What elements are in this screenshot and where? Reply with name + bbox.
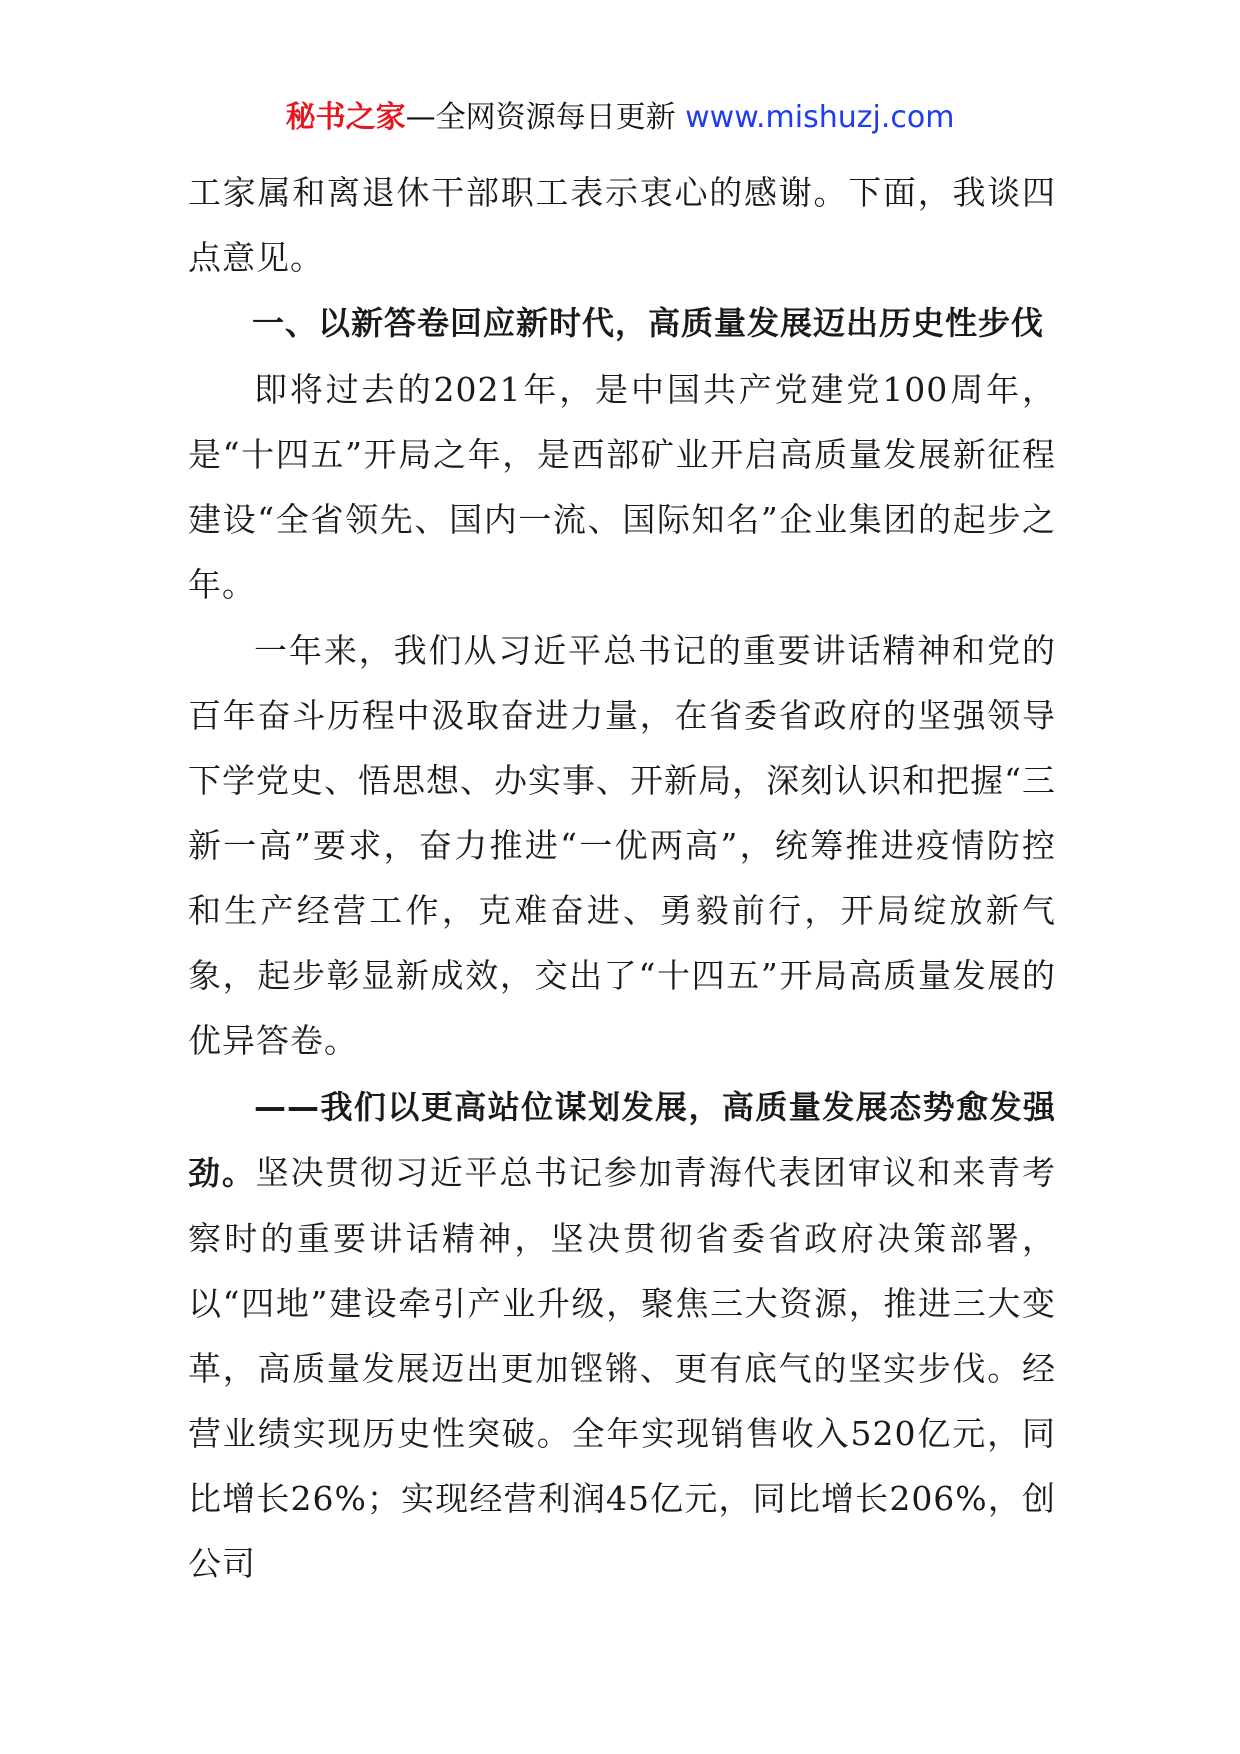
paragraph-lead: ——我们以更高站位谋划发展，高质量发展态势愈发强劲。 <box>188 1088 1056 1192</box>
brand-name: 秘书之家 <box>285 100 406 135</box>
header-tagline: —全网资源每日更新 <box>405 100 676 135</box>
document-body <box>188 160 1056 1596</box>
paragraph: 即将过去的2021年，是中国共产党建党100周年，是“十四五”开局之年，是西部矿业开启高质量发展新征程建设“全省领先、国内一流、国际知名”企业集团的起步之年。 <box>188 370 1056 604</box>
paragraph <box>188 1074 1056 1596</box>
paragraph: 一年来，我们从习近平总书记的重要讲话精神和党的百年奋斗历程中汲取奋进力量，在省委省政府的坚强领导下学党史、悟思想、办实事、开新局，深刻认识和把握“三新一高”要求，奋力推进“一优两高”，统筹推进疫情防控和生产经营工作，克难奋进、勇毅前行，开局绽放新气象，起步彰显新成效，交出了“十四五”开局高质量发展的优异答卷。 <box>188 631 1056 1060</box>
paragraph-continuation: 工家属和离退休干部职工表示衷心的感谢。下面，我谈四点意见。 <box>188 173 1056 277</box>
website-link[interactable]: www.mishuzj.com <box>685 100 955 135</box>
paragraph-body: 坚决贯彻习近平总书记参加青海代表团审议和来青考察时的重要讲话精神，坚决贯彻省委省政府决策部署，以“四地”建设牵引产业升级，聚焦三大资源，推进三大变革，高质量发展迈出更加铿锵、更有底气的坚实步伐。经营业绩实现历史性突破。全年实现销售收入520亿元，同比增长26%；实现经营利润45亿元，同比增长206%，创公司 <box>188 1153 1056 1583</box>
section-heading: 一、以新答卷回应新时代，高质量发展迈出历史性步伐 <box>252 304 1045 342</box>
page-header <box>0 98 1240 138</box>
